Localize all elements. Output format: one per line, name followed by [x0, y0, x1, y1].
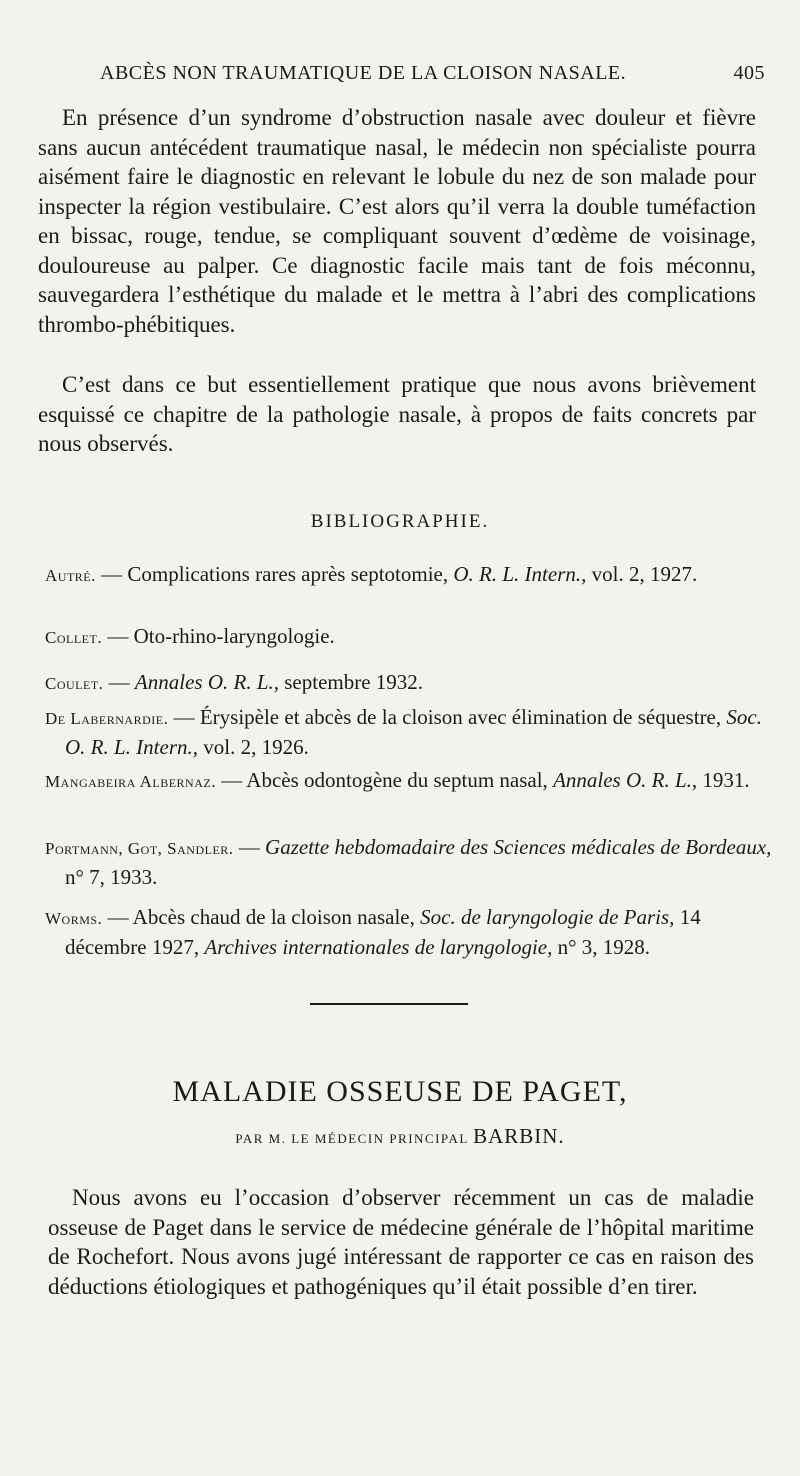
- bibliography-entry: [45, 622, 777, 652]
- ref-source: Annales O. R. L.,: [553, 768, 698, 792]
- ref-author: Collet.: [45, 628, 103, 647]
- ref-source: O. R. L. Intern.,: [453, 562, 587, 586]
- running-title: ABCÈS NON TRAUMATIQUE DE LA CLOISON NASALE.: [100, 62, 627, 84]
- ref-tail: 14 décembre 1927,: [65, 905, 701, 959]
- bibliography-entry: [45, 703, 777, 762]
- ref-text: —: [238, 835, 266, 859]
- ref-author: Autré.: [45, 566, 96, 585]
- bibliography-entry: [45, 903, 777, 962]
- ref-tail: vol. 2, 1926.: [198, 735, 309, 759]
- body-paragraph-2: C’est dans ce but essentiellement pratique que nous avons brièvement esquissé ce chapitre de la pathologie nasale, à propos de faits concrets par nous observés.: [38, 372, 756, 456]
- ref-text: — Complications rares après septotomie,: [101, 562, 454, 586]
- ref-tail: septembre 1932.: [279, 670, 424, 694]
- bibliography-entry: [45, 766, 777, 796]
- ref-text: — Érysipèle et abcès de la cloison avec élimination de séquestre,: [173, 705, 727, 729]
- bibliography-heading: BIBLIOGRAPHIE.: [310, 511, 490, 532]
- running-head: [100, 62, 765, 85]
- ref-source: Soc. de laryngologie de Paris,: [420, 905, 675, 929]
- ref-source: Annales O. R. L.,: [134, 670, 279, 694]
- ref-text: —: [108, 670, 135, 694]
- byline-author: BARBIN.: [473, 1124, 565, 1148]
- bibliography-entry: [45, 668, 777, 698]
- ref-text: — Oto-rhino-laryngologie.: [107, 624, 335, 648]
- article-byline: [0, 1124, 800, 1149]
- ref-author: De Labernardie.: [45, 709, 169, 728]
- ref-text: — Abcès odontogène du septum nasal,: [221, 768, 554, 792]
- bibliography-entry: [45, 560, 777, 590]
- ref-source-2: Archives internationales de laryngologie,: [204, 935, 553, 959]
- ref-author: Mangabeira Albernaz.: [45, 772, 216, 791]
- ref-tail-2: n° 3, 1928.: [552, 935, 651, 959]
- article-title: MALADIE OSSEUSE DE PAGET,: [172, 1075, 628, 1108]
- ref-author: Coulet.: [45, 674, 104, 693]
- body-paragraph-1: En présence d’un syndrome d’obstruction nasale avec douleur et fièvre sans aucun antécédent traumatique nasal, le médecin non spécialiste pourra aisément faire le diagnostic en relevant le lobule du nez de son malade pour inspecter la région vestibulaire. C’est alors qu’il verra la double tuméfaction en bissac, rouge, tendue, se compliquant souvent d’œdème de voisinage, douloureuse au palper. Ce diagnostic facile mais tant de fois méconnu, sauvegardera l’esthétique du malade et le mettra à l’abri des complications thrombo-phébitiques.: [38, 105, 756, 337]
- ref-author: Worms.: [45, 909, 103, 928]
- ref-source: Soc. O. R. L. Intern.,: [65, 705, 762, 759]
- ref-source: Gazette hebdomadaire des Sciences médicales de Bordeaux,: [265, 835, 772, 859]
- ref-author: Portmann, Got, Sandler.: [45, 839, 234, 858]
- ref-tail: 1931.: [697, 768, 750, 792]
- ref-tail: vol. 2, 1927.: [586, 562, 698, 586]
- section-divider: [310, 1003, 468, 1005]
- bibliography-entry: [45, 833, 777, 892]
- ref-tail: n° 7, 1933.: [65, 865, 158, 889]
- ref-text: — Abcès chaud de la cloison nasale,: [107, 905, 421, 929]
- byline-prefix: PAR M. LE MÉDECIN PRINCIPAL: [235, 1131, 469, 1146]
- page-number: 405: [733, 62, 765, 84]
- article-paragraph-1: Nous avons eu l’occasion d’observer récemment un cas de maladie osseuse de Paget dans le service de médecine générale de l’hôpital maritime de Rochefort. Nous avons jugé intéressant de rapporter ce cas en raison des déductions étiologiques et pathogéniques qu’il était possible d’en tirer.: [48, 1185, 754, 1299]
